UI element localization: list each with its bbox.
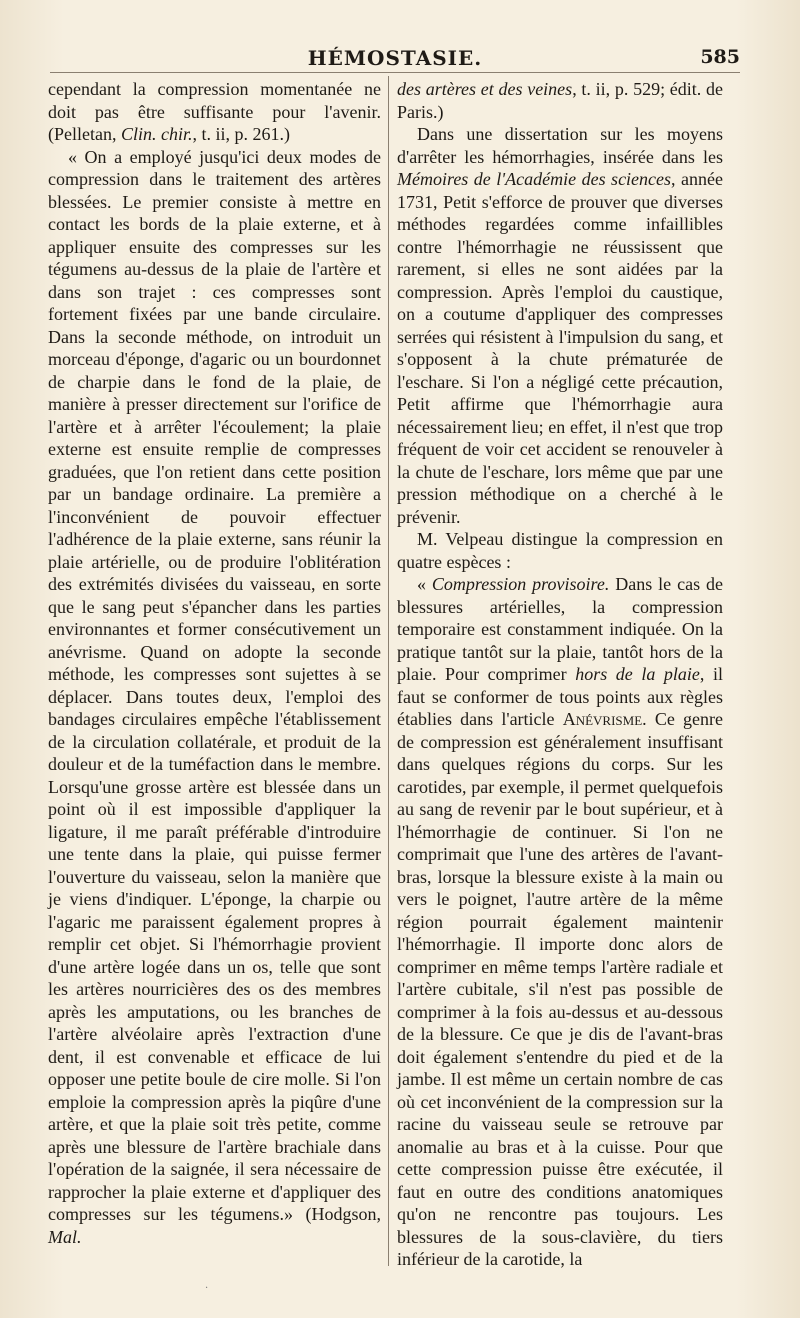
text-span: , il faut se conformer de tous points aux règles établies dans l'article bbox=[397, 664, 723, 729]
right-column bbox=[397, 78, 723, 1271]
text-span: , année 1731, Petit s'efforce de prouver que diverses méthodes regardées comme infaillibles contre l'hémorrhagie ne réussissent que rarement, si elles ne sont aidées par la compression. Après l'emploi du caustique, on a coutume d'appliquer des compresses serrées qui résistent à l'impulsion du sang, et s'opposent à la chute prématurée de l'eschare. Si l'on a négligé cette précaution, Petit affirme que l'hémorrhagie aura nécessairement lieu; en effet, il n'est que trop fréquent de voir cet accident se renouveler à la chute de l'eschare, lors même que par une pression méthodique on a cherché à le prévenir. bbox=[397, 169, 723, 527]
text-span: M. Velpeau distingue la compression en quatre espèces : bbox=[397, 529, 723, 572]
page-number: 585 bbox=[700, 46, 740, 68]
text-span: cependant la compression momentanée ne doit pas être suffisante pour l'avenir. (Pelletan, bbox=[48, 79, 381, 144]
section-title: Compression provisoire. bbox=[431, 574, 610, 594]
right-paragraph-1 bbox=[397, 78, 723, 123]
text-span: , t. ii, p. 261.) bbox=[192, 124, 290, 144]
page-header bbox=[50, 44, 740, 73]
emphasis: hors de la plaie bbox=[575, 664, 700, 684]
right-paragraph-3 bbox=[397, 528, 723, 573]
text-span: « bbox=[417, 574, 432, 594]
citation: des artères et des veines bbox=[397, 79, 573, 99]
running-head: HÉMOSTASIE. bbox=[307, 46, 483, 70]
left-paragraph-1 bbox=[48, 78, 381, 146]
footer-mark: . bbox=[205, 1280, 209, 1291]
left-column bbox=[48, 78, 381, 1248]
text-span: « On a employé jusqu'ici deux modes de compression dans le traitement des artères blessées. Le premier consiste à mettre en contact les bords de la plaie externe, et à appliquer ensuite des compresses sur les tégumens au-dessus de la plaie de l'artère et dans son trajet : ces compresses sont fortement fixées par une bande circulaire. Dans la seconde méthode, on introduit un morceau d'éponge, d'agaric ou un bourdonnet de charpie dans le fond de la plaie, de manière à presser directement sur l'orifice de l'artère et à arrêter l'écoulement; la plaie externe est ensuite remplie de compresses graduées, que l'on retient dans cette position par un bandage ordinaire. La première a l'inconvénient de pouvoir effectuer l'adhérence de la plaie externe, sans réunir la plaie artérielle, ou de produire l'oblitération des extrémités divisées du vaisseau, en sorte que le sang peut s'épancher dans les parties environnantes et former consécutivement un anévrisme. Quand on adopte la seconde méthode, les compresses sont sujettes à se déplacer. Dans toutes deux, l'emploi des bandages circulaires empêche l'établissement de la circulation collatérale, et produit de la douleur et de la tuméfaction dans le membre. Lorsqu'une grosse artère est blessée dans un point où il est impossible d'appliquer la ligature, il me paraît préférable d'introduire une tente dans la plaie, qui puisse fermer l'ouverture du vaisseau, selon la manière que je viens d'indiquer. L'éponge, la charpie ou l'agaric me paraissent également propres à remplir cet objet. Si l'hémorrhagie provient d'une artère logée dans un os, telle que sont les artères nourricières des os des membres après les amputations, ou les branches de l'artère alvéolaire après l'extraction d'une dent, il est convenable et efficace de lui opposer une petite boule de cire molle. Si l'on emploie la compression après la piqûre d'une artère, et que la plaie soit très petite, comme après une blessure de l'artère brachiale dans l'opération de la saignée, il sera nécessaire de rapprocher la plaie externe et d'appliquer des compresses sur les tégumens.» (Hodgson, bbox=[48, 146, 381, 1224]
column-divider bbox=[388, 76, 389, 1266]
cross-reference: Anévrisme bbox=[562, 709, 643, 729]
citation: Mal. bbox=[48, 1226, 82, 1247]
text-span: Dans une dissertation sur les moyens d'arrêter les hémorrhagies, insérée dans les bbox=[397, 124, 723, 167]
text-span: . Ce genre de compression est généralement insuffisant dans quelques régions du corps. Sur les carotides, par exemple, il permet quelquefois au sang de revenir par le bout supérieur, et à l'hémorrhagie de continuer. Si l'on ne comprimait que l'une des artères de l'avant-bras, lorsque la blessure existe à la main ou vers le poignet, l'autre artère de la même région pourrait également maintenir l'hémorrhagie. Il importe donc alors de comprimer en même temps l'artère radiale et l'artère cubitale, s'il n'est pas possible de comprimer à la fois au-dessus et au-dessous de la blessure. Ce que je dis de l'avant-bras doit également s'entendre du pied et de la jambe. Il est même un certain nombre de cas où cet inconvénient de la compression sur la racine du vaisseau seule se retrouve par anomalie au bras et à la cuisse. Pour que cette compression puisse être exécutée, il faut en outre des conditions anatomiques qu'on ne rencontre pas toujours. Les blessures de la sous-clavière, du tiers inférieur de la carotide, la bbox=[397, 709, 723, 1269]
citation: Mémoires de l'Académie des sciences bbox=[397, 169, 672, 189]
left-paragraph-2 bbox=[48, 146, 381, 1249]
right-paragraph-4 bbox=[397, 573, 723, 1271]
citation: Clin. chir. bbox=[120, 124, 193, 144]
right-paragraph-2 bbox=[397, 123, 723, 528]
text-span: Dans le cas de blessures artérielles, la compression temporaire est constamment indiquée. On la pratique tantôt sur la plaie, tantôt hors de la plaie. Pour comprimer bbox=[397, 574, 723, 684]
text-span: , t. ii, p. 529; édit. de Paris.) bbox=[397, 79, 724, 122]
